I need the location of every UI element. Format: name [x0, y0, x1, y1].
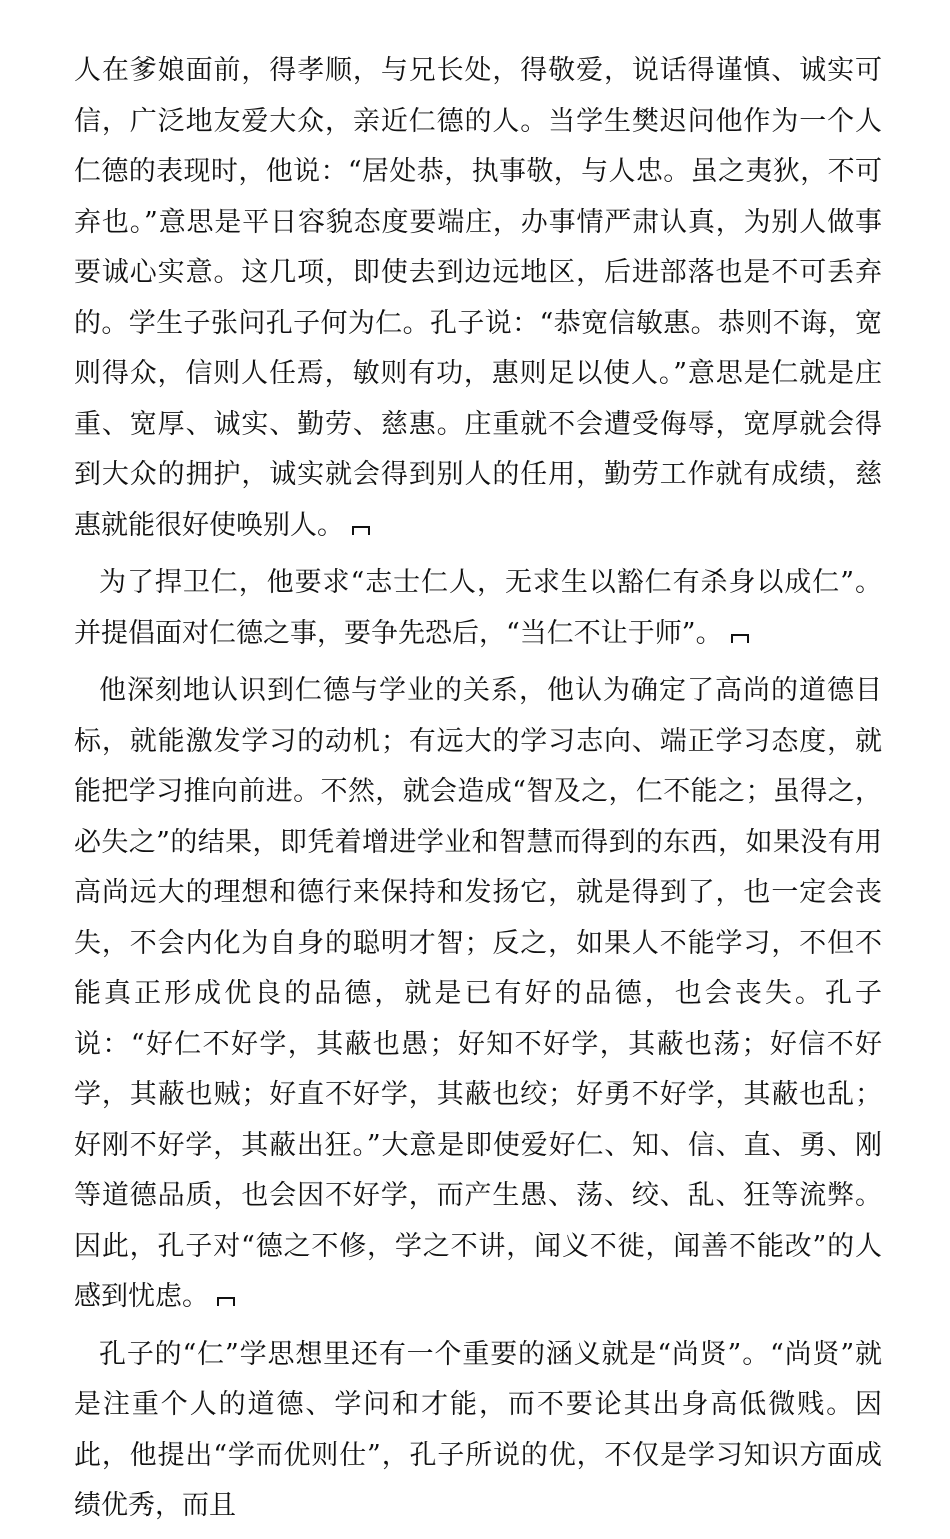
paragraph-1-text: 人在爹娘面前，得孝顺，与兄长处，得敬爱，说话得谨慎、诚实可信，广泛地友爱大众，亲近仁德的人。当学生樊迟问他作为一个人仁德的表现时，他说：“居处恭，执事敬，与人忠。虽之夷狄，不可弃也。”意思是平日容貌态度要端庄，办事情严肃认真，为别人做事要诚心实意。这几项，即使去到边远地区，后进部落也是不可丢弃的。学生子张问孔子何为仁。孔子说：“恭宽信敏惠。恭则不诲，宽则得众，信则人任焉，敏则有功，惠则足以使人。”意思是仁就是庄重、宽厚、诚实、勤劳、慈惠。庄重就不会遭受侮辱，宽厚就会得到大众的拥护，诚实就会得到别人的任用，勤劳工作就有成绩，慈惠就能很好使唤别人。	[74, 55, 882, 541]
paragraph-4	[74, 1330, 882, 1532]
paragraph-3-text: 他深刻地认识到仁德与学业的关系，他认为确定了高尚的道德目标，就能激发学习的动机；有远大的学习志向、端正学习态度，就能把学习推向前进。不然，就会造成“智及之，仁不能之；虽得之，必失之”的结果，即凭着增进学业和智慧而得到的东西，如果没有用高尚远大的理想和德行来保持和发扬它，就是得到了，也一定会丧失，不会内化为自身的聪明才智；反之，如果人不能学习，不但不能真正形成优良的品德，就是已有好的品德，也会丧失。孔子说：“好仁不好学，其蔽也愚；好知不好学，其蔽也荡；好信不好学，其蔽也贼；好直不好学，其蔽也绞；好勇不好学，其蔽也乱；好刚不好学，其蔽出狂。”大意是即使爱好仁、知、信、直、勇、刚等道德品质，也会因不好学，而产生愚、荡、绞、乱、狂等流弊。因此，孔子对“德之不修，学之不讲，闻义不徙，闻善不能改”的人感到忧虑。	[74, 675, 882, 1312]
paragraph-mark-icon	[352, 526, 370, 536]
paragraph-mark-icon	[217, 1297, 235, 1307]
paragraph-2-text: 为了捍卫仁，他要求“志士仁人，无求生以豁仁有杀身以成仁”。并提倡面对仁德之事，要争先恐后，“当仁不让于师”。	[74, 567, 882, 649]
paragraph-mark-icon	[731, 634, 749, 644]
paragraph-2	[74, 558, 882, 659]
paragraph-4-text: 孔子的“仁”学思想里还有一个重要的涵义就是“尚贤”。“尚贤”就是注重个人的道德、学问和才能，而不要论其出身高低微贱。因此，他提出“学而优则仕”，孔子所说的优，不仅是学习知识方面成绩优秀，而且	[74, 1338, 882, 1521]
paragraph-3	[74, 666, 882, 1323]
paragraph-1	[74, 46, 882, 551]
document-page	[74, 46, 882, 1539]
